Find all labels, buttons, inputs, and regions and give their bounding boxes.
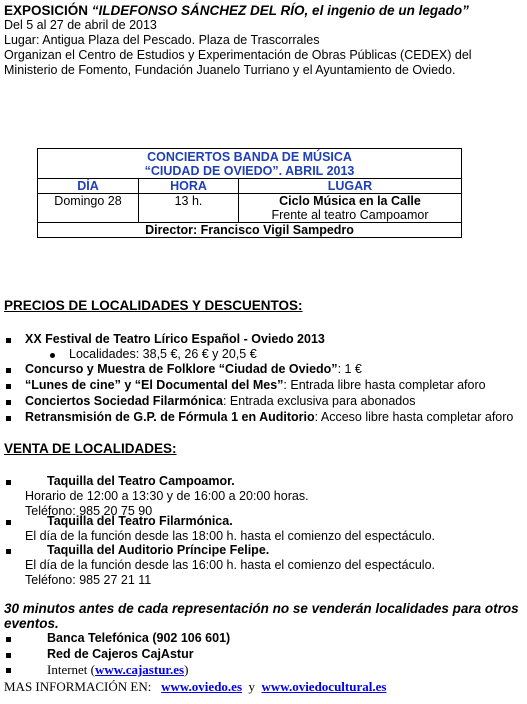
conciertos-director: Director: Francisco Vigil Sampedro [38,223,462,238]
bullet-icon [6,668,11,673]
conciertos-title-line1: CONCIERTOS BANDA DE MÚSICA [147,150,352,164]
exposicion-place: Lugar: Antigua Plaza del Pescado. Plaza de Trascorrales [4,33,320,47]
exposicion-title-line [4,3,524,18]
precios-item-1: XX Festival de Teatro Lírico Español - Oviedo 2013 [25,332,325,346]
precios-item-4-bold: Conciertos Sociedad Filarmónica [25,394,223,408]
exposicion-organizers-1: Organizan el Centro de Estudios y Experimentación de Obras Públicas (CEDEX) del [4,48,472,62]
cajastur-link[interactable]: www.cajastur.es [95,662,185,677]
otros-internet-prefix: Internet ( [47,662,96,677]
cell-lugar-line2: Frente al teatro Campoamor [271,208,429,222]
cell-lugar-line1: Ciclo Música en la Calle [279,194,421,208]
precios-item-3 [25,378,486,393]
exposicion-organizers-2: Ministerio de Fomento, Fundación Juanelo Turriano y el Ayuntamiento de Oviedo. [4,63,456,77]
conciertos-title-line2: “CIUDAD DE OVIEDO”. ABRIL 2013 [144,164,355,178]
oviedocultural-link[interactable]: www.oviedocultural.es [261,679,387,694]
bullet-icon [6,368,11,373]
conciertos-title [38,149,462,179]
venta-taquilla-1-phone: Teléfono: 985 20 75 90 [25,504,153,518]
precios-item-3-bold: “Lunes de cine” y “El Documental del Mes” [25,378,284,392]
venta-taquilla-3-title: Taquilla del Auditorio Príncipe Felipe. [47,543,270,557]
venta-taquilla-2-hours: El día de la función desde las 18:00 h. hasta el comienzo del espectáculo. [25,529,435,543]
mas-info-line [4,679,386,694]
aviso-line-1: 30 minutos antes de cada representación no se venderán localidades para otros [4,601,519,616]
bullet-icon [6,653,11,658]
header-hora: HORA [139,179,239,194]
mas-info-separator: y [248,679,255,694]
precios-item-3-rest: : Entrada libre hasta completar aforo [283,378,486,392]
venta-taquilla-3-phone: Teléfono: 985 27 21 11 [25,573,152,587]
aviso-line-2: eventos. [4,616,59,631]
cell-lugar [239,194,462,223]
round-bullet-icon [50,353,55,358]
otros-cajeros: Red de Cajeros CajAstur [47,647,194,661]
bullet-icon [6,338,11,343]
bullet-icon [6,416,11,421]
otros-internet-suffix: ) [184,662,189,677]
exposicion-dates: Del 5 al 27 de abril de 2013 [4,18,157,32]
venta-taquilla-1-title: Taquilla del Teatro Campoamor. [47,474,235,488]
exposicion-block [4,3,524,78]
venta-taquilla-3-hours: El día de la función desde las 16:00 h. hasta el comienzo del espectáculo. [25,558,435,572]
mas-info-label: MAS INFORMACIÓN EN: [4,679,152,694]
cell-dia: Domingo 28 [38,194,139,223]
bullet-icon [6,480,11,485]
bullet-icon [6,400,11,405]
otros-banca: Banca Telefónica (902 106 601) [47,631,231,645]
header-dia: DÍA [38,179,139,194]
header-lugar: LUGAR [239,179,462,194]
bullet-icon [6,520,11,525]
precios-item-4 [25,394,415,409]
cell-hora: 13 h. [139,194,239,223]
precios-item-4-rest: : Entrada exclusiva para abonados [222,394,416,408]
bullet-icon [6,637,11,642]
otros-internet [47,662,188,677]
bullet-icon [6,384,11,389]
exposicion-label: EXPOSICIÓN [4,3,89,18]
venta-taquilla-2-title: Taquilla del Teatro Filarmónica. [47,514,233,528]
venta-heading: VENTA DE LOCALIDADES: [4,441,177,456]
bullet-icon [6,549,11,554]
exposicion-title: “ILDEFONSO SÁNCHEZ DEL RÍO, el ingenio de un legado” [91,3,469,18]
precios-item-5 [25,410,513,425]
precios-heading: PRECIOS DE LOCALIDADES Y DESCUENTOS: [4,298,303,313]
precios-item-2-rest: : 1 € [337,362,362,376]
precios-item-2-bold: Concurso y Muestra de Folklore “Ciudad de Oviedo” [25,362,338,376]
precios-item-2 [25,362,362,377]
precios-item-5-bold: Retransmisión de G.P. de Fórmula 1 en Auditorio [25,410,315,424]
venta-taquilla-1-hours: Horario de 12:00 a 13:30 y de 16:00 a 20:00 horas. [25,489,309,503]
conciertos-table [37,148,462,238]
precios-item-1-sub: Localidades: 38,5 €, 26 € y 20,5 € [69,347,257,361]
precios-item-5-rest: : Acceso libre hasta completar aforo [314,410,514,424]
oviedo-link[interactable]: www.oviedo.es [161,679,242,694]
